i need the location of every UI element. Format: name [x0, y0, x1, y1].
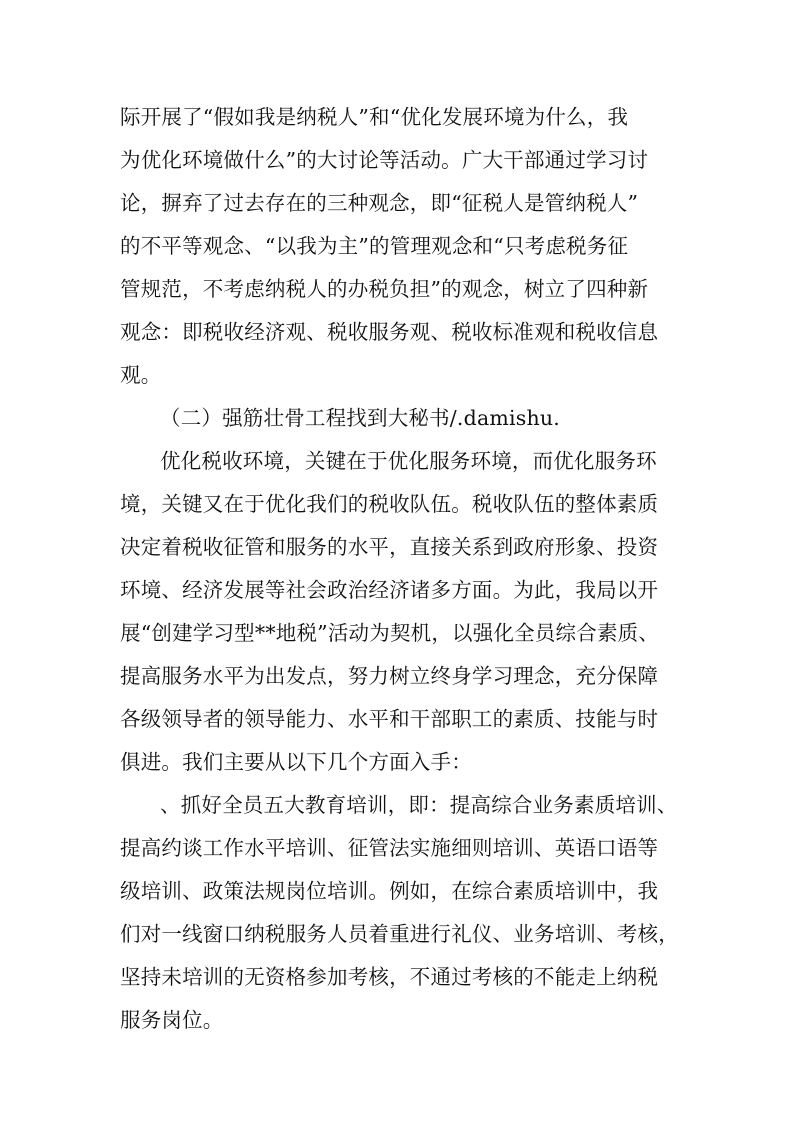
- text-line: 观念：即税收经济观、税收服务观、税收标准观和税收信息: [120, 320, 659, 344]
- text-line: 观。: [120, 363, 162, 387]
- text-line: 际开展了“假如我是纳税人”和“优化发展环境为什么，我: [120, 105, 629, 129]
- paragraph-first-line: 、抓好全员五大教育培训，即：提高综合业务素质培训、: [160, 793, 678, 817]
- text-line: 俱进。我们主要从以下几个方面入手：: [120, 750, 472, 774]
- section-heading: （二）强筋壮骨工程找到大秘书/.damishu.: [160, 406, 561, 430]
- text-line: 服务岗位。: [120, 1008, 224, 1032]
- text-line: 提高约谈工作水平培训、征管法实施细则培训、英语口语等: [120, 836, 659, 860]
- text-line: 管规范，不考虑纳税人的办税负担”的观念，树立了四种新: [120, 277, 649, 301]
- text-line: 环境、经济发展等社会政治经济诸多方面。为此，我局以开: [120, 578, 659, 602]
- text-line: 坚持未培训的无资格参加考核，不通过考核的不能走上纳税: [120, 965, 659, 989]
- text-line: 论，摒弃了过去存在的三种观念，即“征税人是管纳税人”: [120, 191, 639, 215]
- text-line: 的不平等观念、“以我为主”的管理观念和“只考虑税务征: [120, 234, 629, 258]
- text-line: 决定着税收征管和服务的水平，直接关系到政府形象、投资: [120, 535, 659, 559]
- text-line: 们对一线窗口纳税服务人员着重进行礼仪、业务培训、考核，: [120, 922, 679, 946]
- text-line: 境，关键又在于优化我们的税收队伍。税收队伍的整体素质: [120, 492, 659, 516]
- paragraph-first-line: 优化税收环境，关键在于优化服务环境，而优化服务环: [160, 449, 657, 473]
- text-line: 展“创建学习型**地税”活动为契机，以强化全员综合素质、: [120, 621, 660, 645]
- text-line: 各级领导者的领导能力、水平和干部职工的素质、技能与时: [120, 707, 659, 731]
- text-line: 级培训、政策法规岗位培训。例如，在综合素质培训中，我: [120, 879, 659, 903]
- text-line: 为优化环境做什么”的大讨论等活动。广大干部通过学习讨: [120, 148, 649, 172]
- text-line: 提高服务水平为出发点，努力树立终身学习理念，充分保障: [120, 664, 659, 688]
